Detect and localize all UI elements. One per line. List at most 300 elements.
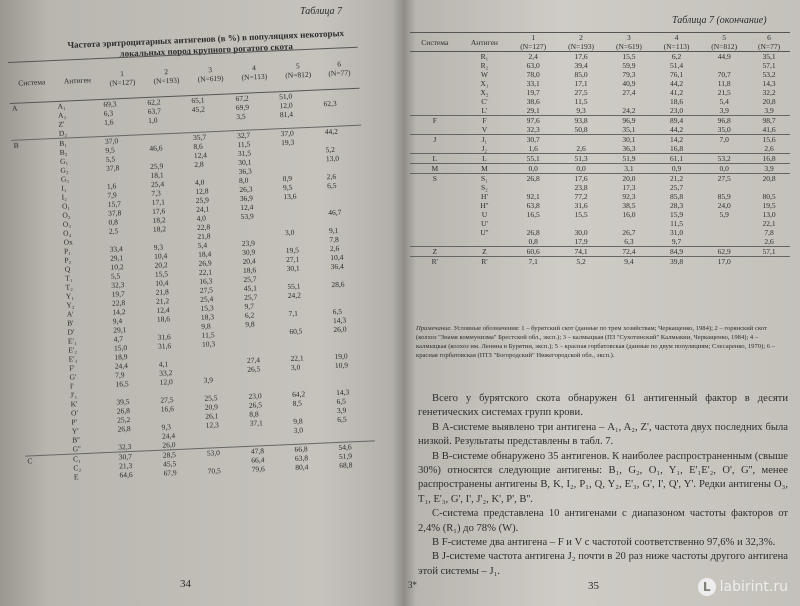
value-cell: 57,1: [762, 61, 776, 70]
system-cell: [410, 210, 460, 219]
value-cell: 26,8: [509, 174, 557, 184]
antigen-cell: B': [66, 318, 74, 328]
value-cell: 25,9: [195, 195, 210, 205]
value-cell: 4,0: [194, 177, 205, 187]
value-cell: 27,1: [285, 254, 300, 265]
signature-mark: 3*: [408, 580, 417, 590]
value-cell: 69,3: [101, 98, 145, 109]
population-number: 5: [295, 61, 300, 71]
value-cell: 9,4: [112, 316, 123, 326]
value-cell: 30,7: [509, 135, 557, 145]
table-row: [410, 88, 790, 97]
value-cell: 23,9: [241, 238, 256, 248]
value-cell: 2,6: [576, 144, 586, 153]
value-cell: 31,6: [574, 201, 588, 210]
value-cell: 0,9: [282, 173, 293, 184]
value-cell: 36,4: [330, 261, 344, 272]
antigen-cell: E: [73, 472, 79, 482]
value-cell: 30,1: [286, 263, 300, 274]
system-cell: [410, 106, 460, 116]
value-cell: 16,0: [622, 210, 636, 219]
value-cell: 9,5: [105, 145, 115, 155]
antigen-cell: C₂: [73, 463, 82, 473]
value-cell: 9,8: [201, 321, 211, 331]
value-cell: 5,2: [325, 144, 336, 155]
antigen-cell: A₂: [57, 110, 67, 120]
value-cell: 14,3: [332, 315, 347, 326]
value-cell: 9,7: [671, 237, 682, 246]
value-cell: 26,0: [162, 440, 176, 450]
system-cell: J: [410, 135, 460, 145]
value-cell: 17,6: [151, 206, 166, 216]
antigen-cell: Z': [58, 119, 65, 129]
value-cell: 10,4: [155, 278, 169, 288]
value-cell: 37,8: [107, 208, 122, 218]
value-cell: 17,0: [700, 257, 748, 267]
value-cell: 60,6: [509, 247, 557, 257]
antigen-cell: W: [480, 70, 488, 79]
table-row: [410, 144, 790, 154]
page-number: 34: [180, 578, 191, 590]
value-cell: 10,9: [334, 360, 349, 371]
value-cell: 92,3: [622, 192, 636, 201]
value-cell: 26,3: [239, 184, 253, 195]
antigen-cell: O₄: [62, 228, 72, 238]
system-cell: S: [410, 174, 460, 184]
value-cell: 2,6: [764, 144, 774, 153]
population-number: 4: [251, 63, 257, 73]
value-cell: 97,6: [509, 116, 557, 126]
header-antigen: Антиген: [460, 33, 510, 52]
value-cell: 22,8: [111, 298, 126, 308]
value-cell: [748, 257, 790, 267]
antigen-cell: A₁: [55, 99, 101, 110]
value-cell: 39,4: [574, 61, 588, 70]
system-cell: [410, 219, 460, 228]
header-population: [557, 33, 605, 52]
antigen-cell: Ox: [63, 237, 73, 247]
value-cell: 50,8: [574, 125, 588, 134]
value-cell: 19,7: [526, 88, 540, 97]
value-cell: 26,8: [117, 424, 131, 434]
value-cell: 3,9: [203, 375, 214, 385]
paragraph: В B-системе обнаружено 35 антигенов. К наиболее распространенным (свыше 30%) относятся следующие антигены: B₁, G₂, O₁, Y₁, E'₁E'₂, O', G'', менее распространены антигены B, K, I₂, P₁, Q, Y₂, E'₃, G', I', Q', Y'. Редки антигены O₃, T₁, E'₃, G', I', J'₂, K', P', B''.: [418, 450, 788, 505]
value-cell: 66,8: [292, 443, 336, 454]
value-cell: 17,6: [557, 52, 605, 62]
value-cell: 20,4: [242, 256, 256, 266]
value-cell: 12,0: [159, 377, 173, 387]
population-size: (N=113): [241, 71, 268, 82]
value-cell: 2,6: [329, 243, 340, 254]
population-number: 6: [767, 33, 771, 42]
value-cell: 16,8: [748, 154, 790, 164]
header-population: [187, 53, 233, 96]
value-cell: 1,0: [147, 115, 158, 125]
value-cell: 0,8: [528, 237, 538, 246]
population-size: (N=812): [285, 69, 312, 80]
header-population: [231, 51, 276, 94]
value-cell: 80,4: [295, 462, 309, 472]
value-cell: 7,8: [764, 228, 774, 237]
population-size: (N=113): [663, 42, 690, 51]
antigen-cell: C': [481, 97, 488, 106]
value-cell: 29,1: [109, 253, 124, 263]
value-cell: 33,2: [159, 368, 173, 378]
value-cell: 45,5: [162, 459, 177, 469]
header-population: [143, 55, 189, 98]
value-cell: 36,3: [622, 144, 636, 153]
value-cell: 22,1: [290, 353, 304, 363]
value-cell: 27,4: [622, 88, 636, 97]
value-cell: 19,7: [111, 289, 125, 299]
value-cell: 22,8: [196, 222, 211, 232]
antigen-cell: L': [481, 106, 488, 115]
antigen-cell: K': [70, 399, 78, 409]
value-cell: 18,4: [197, 249, 212, 259]
antigen-cell: F': [68, 363, 75, 373]
population-size: (N=127): [520, 42, 547, 51]
value-cell: 96,8: [700, 116, 748, 126]
value-cell: 8,8: [249, 409, 259, 419]
frequency-table-right: [410, 32, 790, 266]
value-cell: [557, 219, 605, 228]
value-cell: 45,2: [191, 104, 206, 115]
value-cell: 21,3: [118, 460, 133, 471]
value-cell: 51,3: [557, 154, 605, 164]
population-number: 2: [164, 67, 169, 77]
antigen-cell: V: [481, 125, 488, 134]
value-cell: 4,1: [158, 359, 169, 369]
value-cell: 6,5: [332, 306, 343, 317]
population-size: (N=619): [197, 73, 224, 84]
value-cell: 7,0: [700, 135, 748, 145]
value-cell: 84,9: [653, 247, 700, 257]
value-cell: 3,9: [719, 106, 729, 115]
value-cell: 47,8: [249, 444, 293, 455]
paragraph: В J-системе частота антигена J₂ почти в 20 раз ниже частоты другого антигена этой системы – J₁.: [418, 551, 788, 577]
population-number: 1: [119, 68, 125, 79]
value-cell: 15,5: [154, 269, 169, 279]
antigen-cell: P₁: [63, 246, 71, 256]
value-cell: [700, 237, 748, 247]
value-cell: 28,6: [331, 279, 345, 290]
value-cell: 25,4: [199, 294, 214, 304]
system-cell: [410, 52, 460, 62]
value-cell: 53,2: [700, 154, 748, 164]
value-cell: 3,5: [236, 111, 246, 122]
value-cell: 37,0: [278, 127, 322, 138]
table-row: [410, 61, 790, 70]
value-cell: 53,9: [240, 211, 254, 221]
value-cell: 46,6: [149, 143, 163, 153]
value-cell: 72,4: [605, 247, 653, 257]
value-cell: 0,0: [509, 164, 557, 174]
value-cell: 59,9: [622, 61, 636, 70]
value-cell: 32,3: [526, 125, 540, 134]
value-cell: 24,1: [195, 204, 210, 214]
antigen-cell: O₁: [61, 201, 71, 211]
value-cell: 27,5: [700, 174, 748, 184]
value-cell: 32,3: [118, 441, 132, 452]
value-cell: 79,6: [251, 464, 265, 474]
population-number: 3: [627, 33, 631, 42]
value-cell: 17,9: [574, 237, 588, 246]
value-cell: 21,2: [653, 174, 700, 184]
value-cell: 12,3: [205, 420, 219, 430]
value-cell: 21,8: [197, 231, 211, 241]
value-cell: 63,8: [294, 453, 309, 463]
paragraph: C-система представлена 10 антигенами с диапазоном частоты факторов от 2,4% (R₁) до 78% (W).: [418, 508, 788, 534]
value-cell: 63,0: [526, 61, 540, 70]
value-cell: 20,9: [204, 402, 219, 412]
value-cell: 9,4: [605, 257, 653, 267]
antigen-cell: P': [71, 417, 78, 427]
value-cell: 6,3: [624, 237, 634, 246]
antigen-cell: B₁: [57, 136, 103, 147]
value-cell: 6,3: [103, 108, 114, 118]
value-cell: 9,3: [576, 106, 586, 115]
value-cell: 25,2: [116, 415, 131, 425]
system-cell: [410, 125, 460, 135]
population-number: 4: [674, 33, 679, 42]
value-cell: 5,4: [719, 97, 729, 106]
value-cell: 7,9: [114, 370, 125, 380]
table-row: [410, 106, 790, 116]
antigen-cell: H'': [480, 201, 489, 210]
antigen-cell: I': [69, 381, 74, 391]
value-cell: 31,6: [157, 341, 172, 351]
value-cell: 25,7: [243, 274, 257, 284]
antigen-cell: X₁: [480, 79, 489, 88]
antigen-cell: O₂: [62, 210, 71, 220]
system-cell: [410, 61, 460, 70]
value-cell: 9,8: [245, 319, 255, 329]
table-row: [410, 174, 790, 184]
table-row: [410, 257, 790, 267]
value-cell: 19,0: [334, 351, 348, 362]
value-cell: 85,9: [717, 192, 731, 201]
value-cell: 2,6: [326, 171, 337, 182]
value-cell: 64,6: [119, 469, 133, 480]
value-cell: 7,8: [329, 234, 340, 245]
population-size: (N=127): [109, 77, 136, 88]
system-cell: [410, 88, 460, 97]
value-cell: 23,0: [669, 106, 684, 115]
paragraph: В F-системе два антигена – F и V с частотой соответственно 97,6% и 32,3%.: [432, 537, 776, 549]
value-cell: 62,2: [145, 96, 189, 107]
value-cell: 26,9: [198, 258, 212, 268]
value-cell: 24,2: [287, 290, 302, 301]
antigen-cell: J₁: [460, 135, 510, 145]
system-cell: Z: [410, 247, 460, 257]
value-cell: 7,9: [107, 190, 117, 200]
antigen-cell: P₂: [64, 255, 72, 265]
value-cell: 89,4: [653, 116, 700, 126]
value-cell: 16,6: [160, 404, 175, 414]
value-cell: [605, 97, 653, 106]
population-size: (N=77): [757, 42, 781, 51]
value-cell: 12,4: [193, 150, 208, 160]
value-cell: 6,2: [244, 310, 255, 320]
table-row: [410, 135, 790, 145]
population-number: 1: [531, 33, 536, 42]
antigen-cell: J'₁: [70, 390, 78, 400]
value-cell: [700, 228, 748, 237]
table-row: [410, 79, 790, 88]
value-cell: 14,3: [335, 387, 350, 397]
value-cell: 53,0: [205, 446, 249, 457]
value-cell: 32,2: [762, 88, 776, 97]
value-cell: 16,8: [669, 144, 684, 153]
value-cell: 15,7: [107, 199, 122, 209]
system-cell: C: [25, 454, 71, 465]
value-cell: 93,8: [557, 116, 605, 126]
value-cell: 1,6: [103, 117, 114, 127]
value-cell: 25,9: [149, 161, 164, 171]
antigen-cell: E'₁: [67, 336, 77, 346]
value-cell: 70,5: [207, 466, 221, 476]
value-cell: 27,5: [199, 285, 214, 295]
antigen-cell: U': [481, 219, 488, 228]
value-cell: 66,4: [251, 455, 265, 465]
antigen-cell: O': [70, 408, 79, 418]
value-cell: 62,9: [700, 247, 748, 257]
value-cell: 27,4: [246, 355, 261, 365]
system-cell: M: [410, 164, 460, 174]
value-cell: 22,1: [762, 219, 776, 228]
table-row: [410, 52, 790, 62]
value-cell: 31,5: [237, 148, 252, 159]
value-cell: 51,9: [605, 154, 653, 164]
value-cell: 8,5: [292, 398, 303, 408]
value-cell: 26,0: [333, 324, 347, 335]
population-size: (N=619): [615, 42, 642, 51]
antigen-cell: Z: [460, 247, 510, 257]
value-cell: 76,1: [669, 70, 684, 79]
value-cell: 12,4: [156, 305, 170, 315]
table-row: [410, 70, 790, 79]
value-cell: 17,1: [151, 197, 166, 207]
value-cell: 17,3: [622, 183, 636, 192]
value-cell: 6,5: [326, 180, 337, 191]
value-cell: 3,1: [605, 164, 653, 174]
value-cell: 20,0: [605, 174, 653, 184]
value-cell: 11,8: [717, 79, 731, 88]
value-cell: 1,6: [528, 144, 538, 153]
value-cell: 81,4: [279, 109, 294, 120]
value-cell: [605, 219, 653, 228]
population-size: (N=812): [711, 42, 738, 51]
value-cell: [509, 183, 557, 192]
table-row: [410, 228, 790, 237]
value-cell: 33,1: [526, 79, 540, 88]
value-cell: 96,9: [605, 116, 653, 126]
antigen-cell: I₁: [61, 183, 67, 193]
value-cell: 30,1: [605, 135, 653, 145]
value-cell: 32,3: [111, 280, 125, 290]
value-cell: 55,1: [509, 154, 557, 164]
antigen-cell: G₁: [59, 156, 69, 166]
labirint-logo-icon: L: [698, 578, 716, 596]
value-cell: 5,2: [557, 257, 605, 267]
antigen-cell: G'': [72, 444, 81, 454]
value-cell: 20,2: [154, 260, 168, 270]
population-size: (N=193): [568, 42, 594, 51]
table-row: [410, 164, 790, 174]
value-cell: 44,9: [700, 52, 748, 62]
value-cell: 5,9: [719, 210, 729, 219]
value-cell: 31,0: [669, 228, 684, 237]
value-cell: 22,1: [198, 267, 213, 277]
antigen-cell: B₂: [59, 147, 68, 157]
value-cell: 25,7: [669, 183, 684, 192]
antigen-cell: G₃: [60, 174, 70, 184]
value-cell: 30,1: [238, 157, 252, 168]
antigen-cell: J₂: [481, 144, 488, 153]
value-cell: 0,0: [557, 164, 605, 174]
value-cell: 38,6: [526, 97, 540, 106]
value-cell: 19,5: [285, 245, 300, 256]
value-cell: 98,7: [748, 116, 790, 126]
value-cell: 9,5: [282, 182, 293, 193]
header-population: [275, 49, 321, 92]
header-population: [99, 57, 145, 100]
value-cell: 28,5: [161, 448, 205, 459]
right-page: [402, 0, 800, 606]
value-cell: 37,1: [249, 418, 263, 428]
value-cell: 62,3: [323, 98, 337, 109]
table-row: [410, 116, 790, 126]
table-row: [410, 154, 790, 164]
value-cell: 11,5: [574, 97, 588, 106]
system-cell: R': [410, 257, 460, 267]
value-cell: 19,5: [762, 201, 776, 210]
paragraph: В A-системе выявлено три антигена – A₁, A₂, Z', частота двух последних была низкой. Результаты представлены в табл. 7.: [418, 421, 788, 448]
table-label: Таблица 7 (окончание): [672, 15, 767, 26]
value-cell: 24,4: [161, 431, 176, 441]
header-antigen: Антиген: [54, 59, 101, 102]
antigen-cell: E'₂: [68, 345, 78, 355]
header-system: Система: [410, 33, 460, 52]
antigen-cell: [460, 237, 510, 247]
value-cell: 9,8: [293, 416, 303, 426]
value-cell: 11,5: [670, 219, 683, 228]
system-cell: [410, 183, 460, 192]
value-cell: 16,5: [115, 379, 129, 389]
value-cell: 5,5: [110, 271, 121, 281]
antigen-cell: L: [460, 154, 510, 164]
value-cell: 27,5: [574, 88, 588, 97]
value-cell: 21,8: [155, 287, 169, 297]
value-cell: 41,2: [669, 88, 684, 97]
value-cell: 37,8: [105, 163, 120, 173]
antigen-cell: R': [460, 257, 510, 267]
value-cell: 79,3: [622, 70, 636, 79]
value-cell: 29,1: [113, 325, 127, 335]
value-cell: 36,9: [239, 193, 254, 204]
value-cell: 38,5: [622, 201, 636, 210]
table-row: [410, 247, 790, 257]
system-cell: [410, 228, 460, 237]
value-cell: 54,6: [336, 441, 375, 452]
value-cell: 24,0: [717, 201, 731, 210]
value-cell: 26,8: [526, 228, 540, 237]
value-cell: 35,1: [748, 52, 790, 62]
value-cell: 30,9: [241, 247, 256, 257]
page-number: 35: [588, 580, 599, 592]
header-system: Система: [8, 61, 55, 104]
antigen-cell: Q: [64, 264, 71, 274]
